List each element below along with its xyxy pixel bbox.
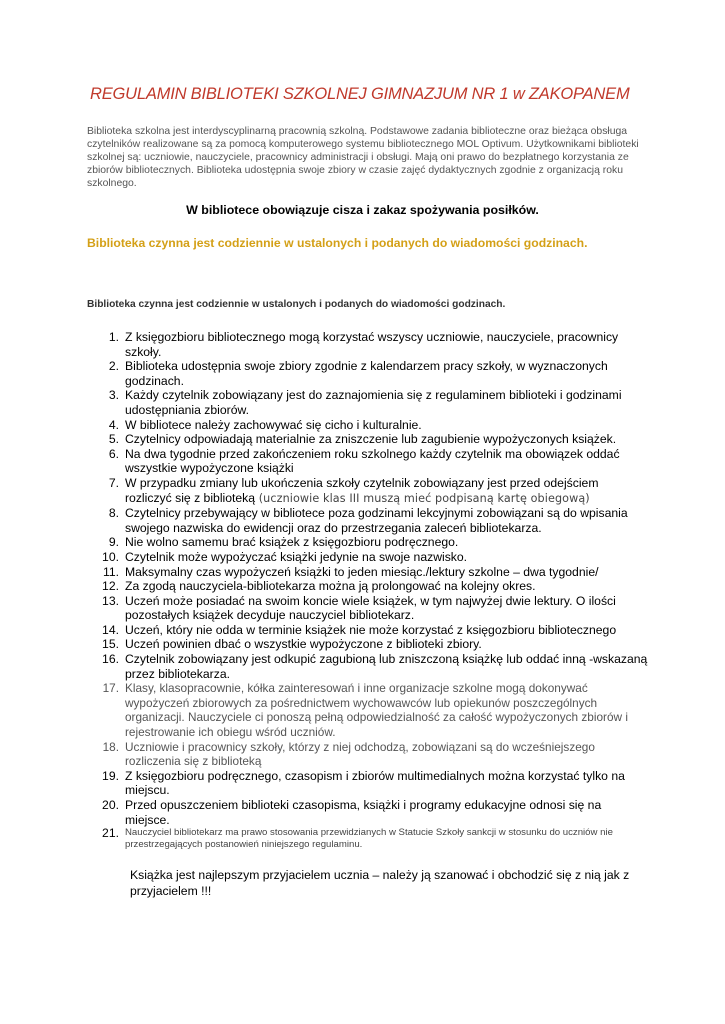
rule-number: 20. bbox=[102, 798, 119, 812]
rule-number: 13. bbox=[102, 593, 119, 608]
rule-number: 5. bbox=[108, 432, 119, 447]
rule-text: Uczeń powinien dbać o wszystkie wypożyczone z biblioteki zbiory. bbox=[125, 637, 482, 652]
rule-text: Każdy czytelnik zobowiązany jest do zaznajomienia się z regulaminem biblioteki i godzinami udostępniania zbiorów. bbox=[125, 388, 622, 417]
rule-text: Czytelnicy odpowiadają materialnie za zniszczenie lub zagubienie wypożyczonych książek. bbox=[125, 432, 617, 447]
rule-number: 4. bbox=[108, 417, 119, 432]
rule-item bbox=[88, 506, 648, 535]
rule-number: 1. bbox=[108, 330, 119, 344]
rule-number: 21. bbox=[102, 826, 119, 841]
closing-statement: Książka jest najlepszym przyjacielem ucznia – należy ją szanować i obchodzić się z nią jak z przyjacielem !!! bbox=[130, 868, 630, 898]
intro-paragraph: Biblioteka szkolna jest interdyscyplinarną pracownią szkolną. Podstawowe zadania biblioteczne oraz bieżąca obsługa czytelników realizowane są za pomocą komputerowego systemu bibliotecznego MOL Optivum. Użytkownikami biblioteki szkolnej są: uczniowie, nauczyciele, pracownicy administracji i obsługi. Mają oni prawo do bezpłatnego korzystania ze zbiorów bibliotecznych. Biblioteka udostępnia swoje zbiory w czasie zajęć dydaktycznych zgodnie z organizacją roku szkolnego. bbox=[87, 126, 639, 189]
rule-item bbox=[88, 565, 648, 580]
rule-text: Biblioteka udostępnia swoje zbiory zgodnie z kalendarzem pracy szkoły, w wyznaczonych godzinach. bbox=[125, 359, 608, 388]
rule-number: 14. bbox=[102, 622, 119, 637]
rule-text: Na dwa tygodnie przed zakończeniem roku szkolnego każdy czytelnik ma obowiązek oddać wszystkie wypożyczone książki bbox=[125, 446, 620, 476]
rule-item bbox=[88, 447, 648, 476]
rule-text: Przed opuszczeniem biblioteki czasopisma, książki i programy edukacyjne odnosi się na miejsce. bbox=[125, 798, 602, 827]
rule-item bbox=[88, 769, 648, 798]
rule-item bbox=[88, 550, 648, 565]
silence-notice: W bibliotece obowiązuje cisza i zakaz spożywania posiłków. bbox=[186, 203, 539, 217]
rule-note: (uczniowie klas III muszą mieć podpisaną kartę obiegową) bbox=[255, 491, 590, 505]
opening-hours-highlight: Biblioteka czynna jest codziennie w ustalonych i podanych do wiadomości godzinach. bbox=[87, 236, 588, 250]
rule-item bbox=[88, 652, 648, 681]
rule-item bbox=[88, 432, 648, 447]
rule-text: Czytelnik zobowiązany jest odkupić zagubioną lub zniszczoną książkę lub oddać inną -wskazaną przez bibliotekarza. bbox=[125, 652, 648, 681]
rule-item bbox=[88, 579, 648, 594]
rule-number: 3. bbox=[108, 388, 119, 403]
rule-item bbox=[88, 535, 648, 550]
rule-number: 8. bbox=[108, 506, 119, 521]
rule-item bbox=[88, 827, 648, 851]
rule-text: Z księgozbioru bibliotecznego mogą korzystać wszyscy uczniowie, nauczyciele, pracownicy szkoły. bbox=[125, 330, 619, 359]
rule-text: Uczeń, który nie odda w terminie książek nie może korzystać z księgozbioru bibliotecznego bbox=[125, 622, 617, 637]
rule-number: 12. bbox=[102, 579, 119, 594]
rule-number: 9. bbox=[108, 535, 119, 550]
rule-number: 17. bbox=[102, 681, 119, 696]
rule-text: Czytelnicy przebywający w bibliotece poza godzinami lekcyjnymi zobowiązani są do wpisania swojego nazwiska do ewidencji oraz do przestrzegania zaleceń bibliotekarza. bbox=[125, 506, 628, 535]
rule-text: Klasy, klasopracownie, kółka zainteresowań i inne organizacje szkolne mogą dokonywać wypożyczeń zbiorowych za pośrednictwem wychowawców lub opiekunów poszczególnych organizacji. Nauczyciele ci ponoszą pełną odpowiedzialność za całość wypożyczonych zbiorów i rejestrowanie ich obiegu wśród uczniów. bbox=[125, 681, 628, 740]
rule-number: 19. bbox=[102, 768, 119, 783]
rule-item bbox=[88, 740, 648, 769]
rule-item bbox=[88, 359, 648, 388]
rule-number: 2. bbox=[108, 359, 119, 374]
rule-text: Z księgozbioru podręcznego, czasopism i zbiorów multimedialnych można korzystać tylko na miejscu. bbox=[125, 768, 625, 798]
rule-text: Maksymalny czas wypożyczeń książki to jeden miesiąc./lektury szkolne – dwa tygodnie/ bbox=[125, 564, 599, 579]
rule-text: W bibliotece należy zachowywać się cicho i kulturalnie. bbox=[125, 417, 422, 432]
opening-hours-note: Biblioteka czynna jest codziennie w ustalonych i podanych do wiadomości godzinach. bbox=[87, 299, 506, 310]
rule-number: 7. bbox=[108, 475, 119, 490]
rule-number: 18. bbox=[102, 739, 119, 754]
rule-number: 15. bbox=[102, 637, 119, 652]
rule-item bbox=[88, 418, 648, 433]
rule-item bbox=[88, 681, 648, 739]
rule-item bbox=[88, 637, 648, 652]
rule-item bbox=[88, 594, 648, 623]
rule-text: W przypadku zmiany lub ukończenia szkoły czytelnik zobowiązany jest przed odejściem rozliczyć się z biblioteką bbox=[125, 475, 599, 505]
rule-item bbox=[88, 330, 648, 359]
rule-number: 16. bbox=[102, 652, 119, 667]
rule-text: Nauczyciel bibliotekarz ma prawo stosowania przewidzianych w Statucie Szkoły sankcji w stosunku do uczniów nie przestrzegających postanowień niniejszego regulaminu. bbox=[125, 827, 613, 851]
rule-text: Czytelnik może wypożyczać książki jedynie na swoje nazwisko. bbox=[125, 549, 468, 564]
rule-text: Uczniowie i pracownicy szkoły, którzy z niej odchodzą, zobowiązani są do wcześniejszego rozliczenia się z biblioteką bbox=[125, 739, 595, 769]
document-title: REGULAMIN BIBLIOTEKI SZKOLNEJ GIMNAZJUM NR 1 w ZAKOPANEM bbox=[90, 85, 630, 103]
rule-text: Za zgodą nauczyciela-bibliotekarza można ją prolongować na kolejny okres. bbox=[125, 579, 536, 594]
rule-text: Uczeń może posiadać na swoim koncie wiele książek, w tym najwyżej dwie lektury. O ilości pozostałych książek decyduje nauczyciel bibliotekarz. bbox=[125, 593, 616, 623]
rule-text: Nie wolno samemu brać książek z księgozbioru podręcznego. bbox=[125, 535, 459, 550]
rule-item bbox=[88, 623, 648, 638]
rule-item bbox=[88, 798, 648, 827]
rule-item bbox=[88, 388, 648, 417]
rule-number: 11. bbox=[102, 564, 119, 579]
rule-number: 6. bbox=[108, 446, 119, 461]
rules-list bbox=[88, 330, 648, 851]
rule-item bbox=[88, 476, 648, 506]
rule-number: 10. bbox=[102, 549, 119, 564]
